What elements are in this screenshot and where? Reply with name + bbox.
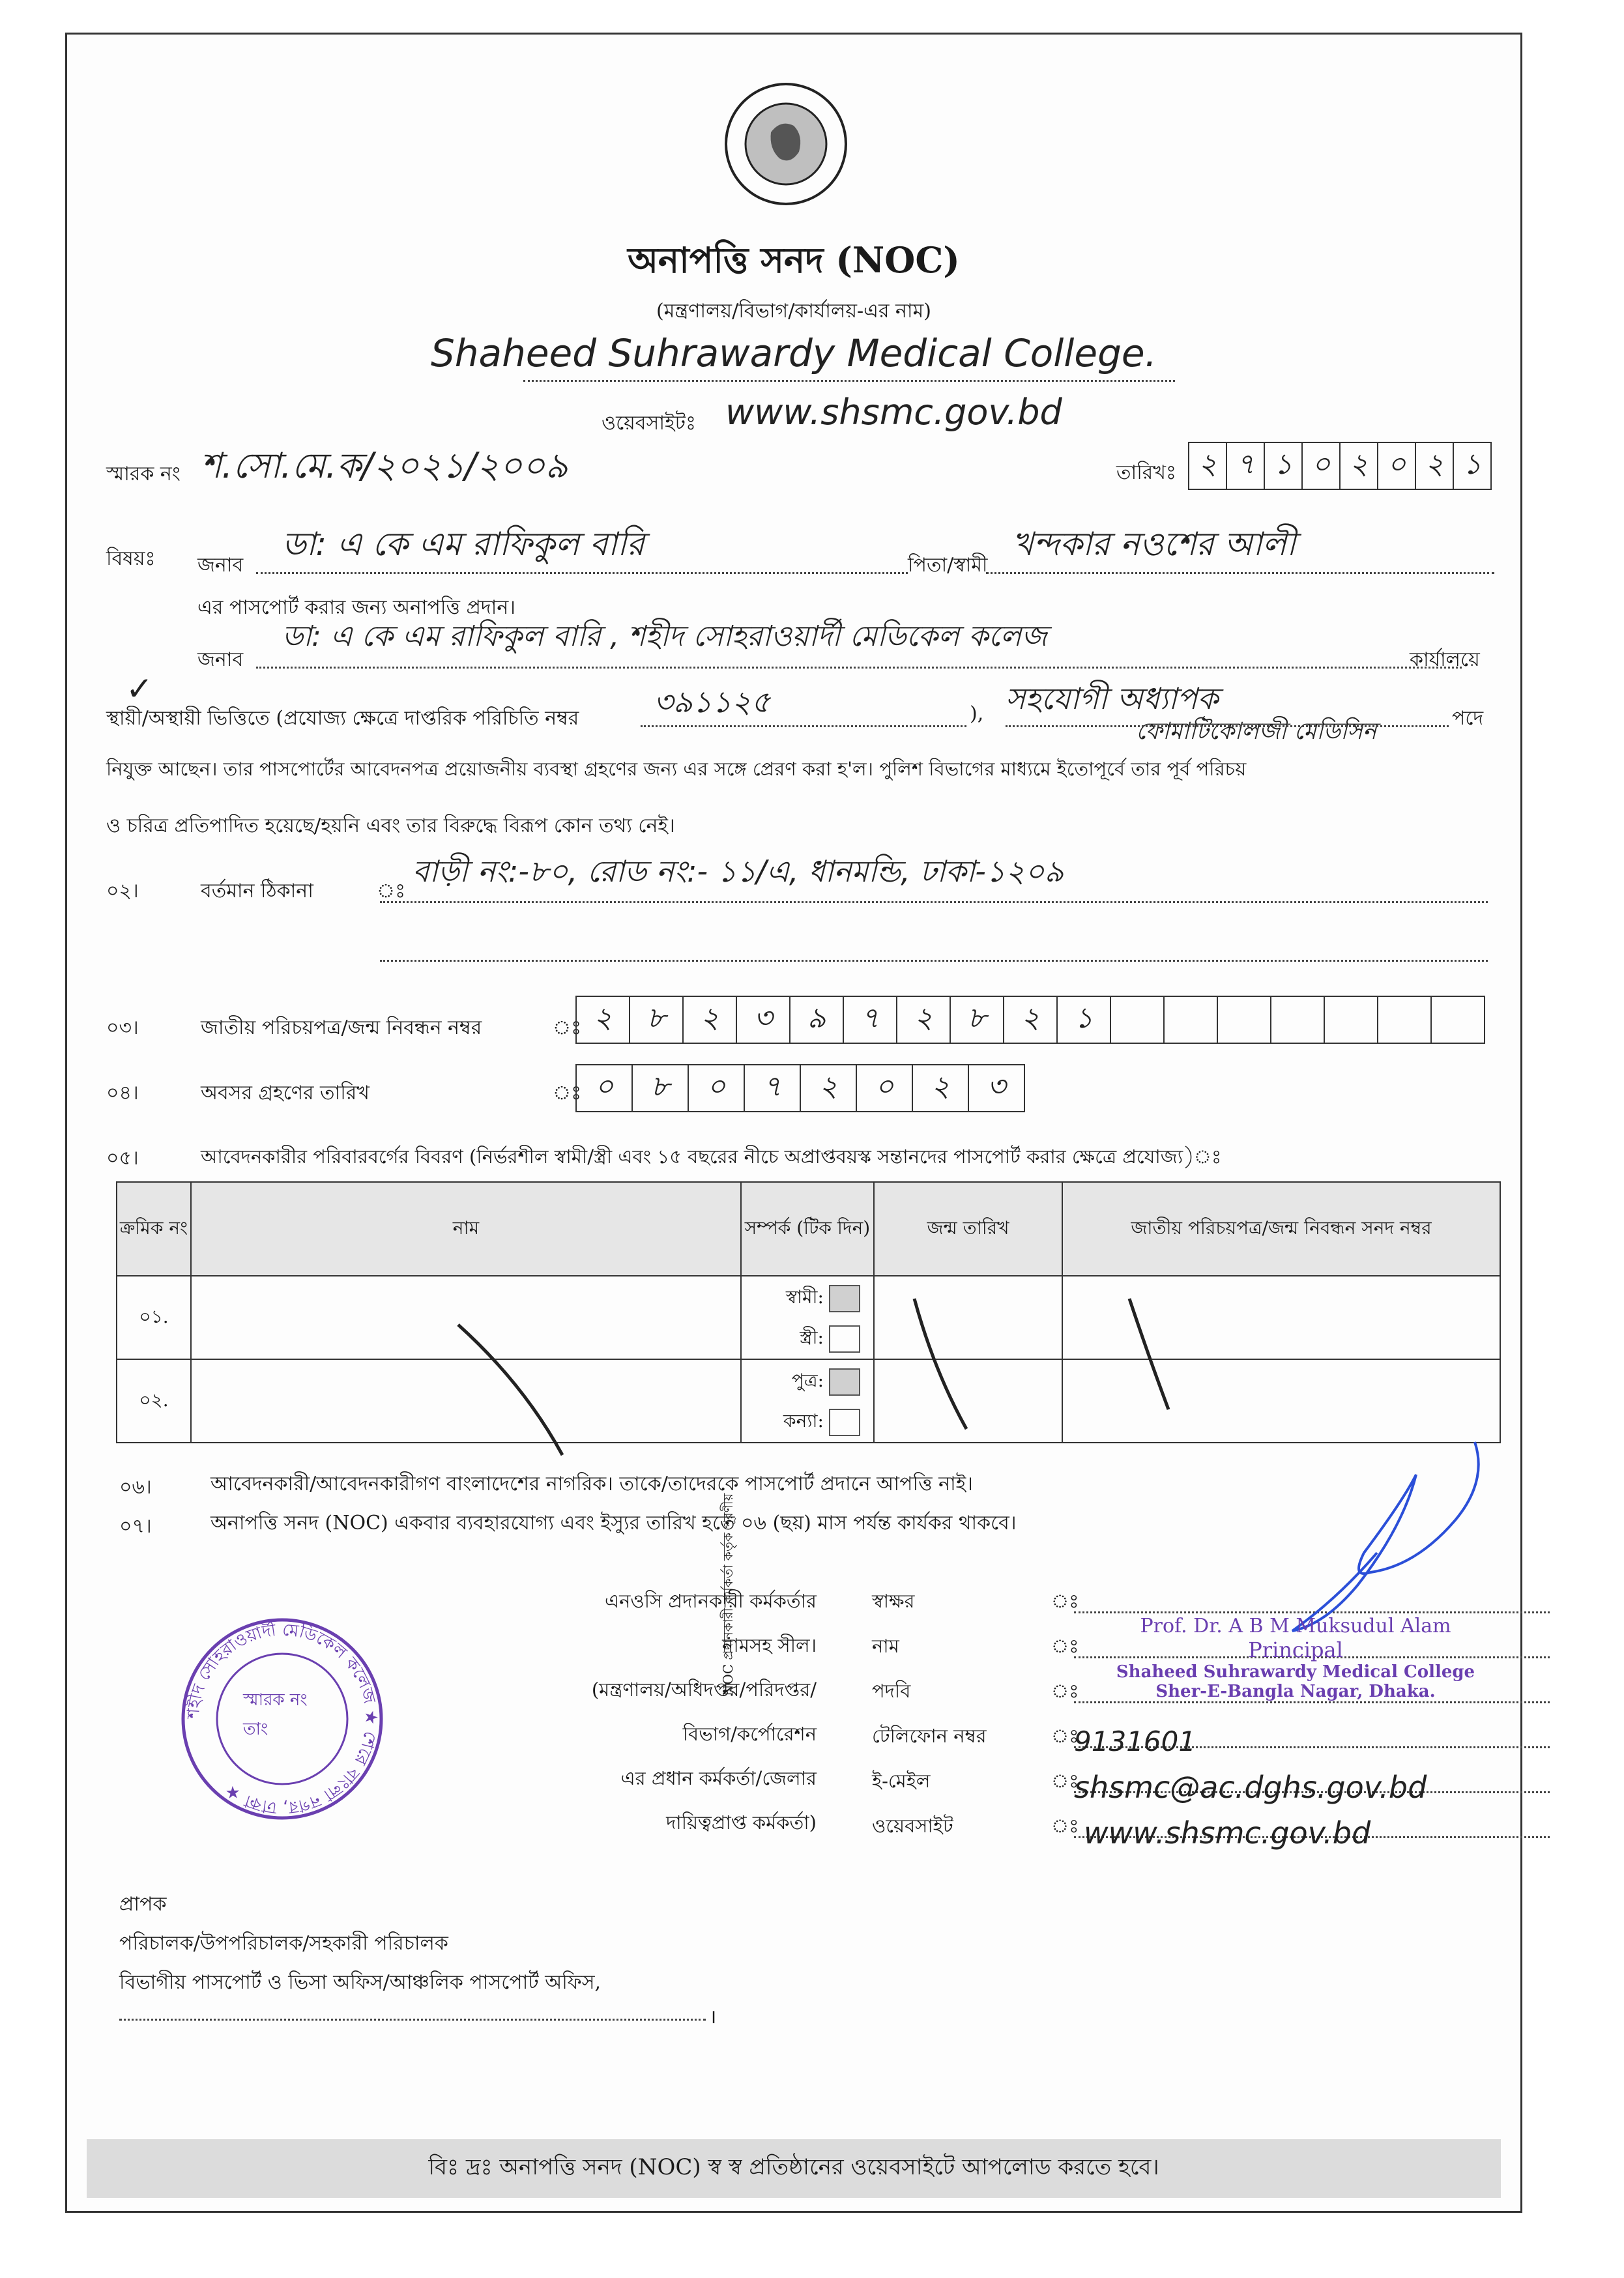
family-label: আবেদনকারীর পরিবারবর্গের বিবরণ (নির্ভরশীল স্বামী/স্ত্রী এবং ১৫ বছরের নীচে অপ্রাপ্তবয়স্ক সন্তানদের পাসপোর্ট করার ক্ষেত্রে প্রযোজ্য)ঃ	[201, 1146, 1222, 1168]
subject-line2: এর পাসপোর্ট করার জন্য অনাপত্তি প্রদান।	[197, 596, 515, 619]
digit-box: ২	[897, 997, 951, 1043]
seal-date-text: তাং	[243, 1720, 268, 1739]
officer-line: (মন্ত্রণালয়/অধিদপ্তর/পরিদপ্তর/	[591, 1679, 817, 1701]
digit-box: ২	[801, 1065, 857, 1111]
officer-line: এনওসি প্রদানকারী কর্মকর্তার	[605, 1590, 817, 1612]
digit-box: ৭	[745, 1065, 801, 1111]
website-label: ওয়েবসাইটঃ	[602, 412, 696, 435]
item-07-no: ০৭।	[119, 1515, 152, 1538]
website-field-label: ওয়েবসাইট	[872, 1815, 953, 1837]
permanent-label: স্থায়ী/অস্থায়ী ভিত্তিতে (প্রযোজ্য ক্ষেত্রে দাপ্তরিক পরিচিতি নম্বর	[106, 707, 579, 730]
retire-colon: ঃ	[553, 1082, 582, 1104]
email-label: ই-মেইল	[872, 1770, 931, 1792]
digit-box: ২	[1004, 997, 1058, 1043]
vertical-caption: NOC প্রদানকারী কর্মকর্তা কর্তৃক পূরণীয়	[720, 1493, 736, 1696]
date-label: তারিখঃ	[1116, 461, 1176, 484]
memo-value: শ.সো.মে.ক/২০২১/২০০৯	[201, 445, 568, 486]
row-serial: ০১.	[117, 1276, 191, 1359]
officer-line: বিভাগ/কর্পোরেশন	[682, 1723, 817, 1745]
item-03-no: ০৩।	[106, 1016, 139, 1039]
handwritten-strokes	[67, 35, 1520, 2211]
tick-mark: ✓	[126, 670, 153, 708]
row-serial: ০২.	[117, 1359, 191, 1443]
address-value: বাড়ী নং:-৮০, রোড নং:- ১১/এ, ধানমন্ডি, ঢাকা-১২০৯	[413, 854, 1064, 889]
note-07: অনাপত্তি সনদ (NOC) একবার ব্যবহারযোগ্য এবং ইস্যুর তারিখ হতে ০৬ (ছয়) মাস পর্যন্ত কার্যকর থাকবে।	[210, 1512, 1017, 1535]
option-husband: স্বামী:	[785, 1286, 824, 1308]
digit-box: ১	[1058, 997, 1111, 1043]
retire-label: অবসর গ্রহণের তারিখ	[201, 1082, 370, 1104]
stamp-org: Shaheed Suhrawardy Medical College	[1116, 1662, 1475, 1682]
subject-janab: জনাব	[197, 554, 244, 577]
digit-box: ৮	[630, 997, 684, 1043]
col-relation: সম্পর্ক (টিক দিন)	[741, 1182, 874, 1276]
digit-box: ৩	[737, 997, 790, 1043]
official-id: ৩৯১১২৫	[654, 684, 771, 719]
digit-box: ৭	[1227, 443, 1265, 489]
col-serial: ক্রমিক নং	[117, 1182, 191, 1276]
parent-value: খন্দকার নওশের আলী	[1012, 525, 1296, 563]
digit-box: ২	[1189, 443, 1227, 489]
officer-stamp	[1074, 1615, 1517, 1701]
para-2: ও চরিত্র প্রতিপাদিত হয়েছে/হয়নি এবং তার বিরুদ্ধে বিরূপ কোন তথ্য নেই।	[106, 815, 675, 837]
designation-dept: ফোমাটিকোলজী মেডিসিন	[1136, 718, 1377, 745]
noc-form	[65, 33, 1522, 2213]
subject-label: বিষয়ঃ	[106, 547, 156, 570]
name-label: নাম	[872, 1635, 899, 1657]
note-06: আবেদনকারী/আবেদনকারীগণ বাংলাদেশের নাগরিক। তাকে/তাদেরকে পাসপোর্ট প্রদানে আপত্তি নাই।	[210, 1473, 974, 1495]
email-value: shsmc@ac.dghs.gov.bd	[1074, 1770, 1427, 1805]
body-name: ডা: এ কে এম রাফিকুল বারি , শহীদ সোহরাওয়ার্দী মেডিকেল কলেজ	[282, 620, 1047, 653]
recipient-label: প্রাপক	[119, 1893, 167, 1916]
digit-box: ০	[857, 1065, 913, 1111]
digit-box: ২	[913, 1065, 969, 1111]
round-seal-icon	[178, 1615, 386, 1823]
designation: সহযোগী অধ্যাপক	[1006, 681, 1219, 716]
digit-box: ২	[577, 997, 630, 1043]
option-wife: স্ত্রী:	[800, 1327, 824, 1348]
applicant-name: ডা: এ কে এম রাফিকুল বারি	[282, 525, 645, 563]
parent-label: পিতা/স্বামী	[908, 554, 988, 577]
ministry-value: Shaheed Suhrawardy Medical College.	[430, 331, 1157, 375]
memo-label: স্মারক নং	[106, 463, 181, 485]
website-value: www.shsmc.gov.bd	[725, 392, 1062, 433]
digit-box: ০	[1303, 443, 1341, 489]
digit-box: ০	[689, 1065, 745, 1111]
footer-note	[87, 2139, 1501, 2198]
seal-outer-text: শহীদ সোহরাওয়ার্দী মেডিকেল কলেজ ★ শেরে বাংলা নগর, ঢাকা ★	[183, 1620, 381, 1818]
officer-colons: ঃ ঃ ঃ ঃ ঃ ঃ	[1051, 1590, 1079, 1837]
recipient-line2: বিভাগীয় পাসপোর্ট ও ভিসা অফিস/আঞ্চলিক পাসপোর্ট অফিস,	[119, 1971, 602, 1994]
option-daughter: কন্যা:	[783, 1410, 824, 1432]
col-name: নাম	[191, 1182, 741, 1276]
col-dob: জন্ম তারিখ	[874, 1182, 1062, 1276]
digit-box: ১	[1265, 443, 1303, 489]
round-seal	[178, 1615, 386, 1823]
item-06-no: ০৬।	[119, 1476, 152, 1499]
body-janab: জনাব	[197, 648, 244, 671]
address-label: বর্তমান ঠিকানা	[201, 880, 313, 902]
digit-box: ২	[1416, 443, 1454, 489]
post-label: পদে	[1452, 707, 1484, 730]
footer-text: বিঃ দ্রঃ অনাপত্তি সনদ (NOC) স্ব স্ব প্রতিষ্ঠানের ওয়েবসাইটে আপলোড করতে হবে।	[428, 2154, 1159, 2180]
nid-label: জাতীয় পরিচয়পত্র/জন্ম নিবন্ধন নম্বর	[201, 1016, 482, 1039]
digit-box: ০	[1378, 443, 1416, 489]
recipient-line3-end: ।	[709, 2006, 717, 2028]
digit-box: ২	[684, 997, 737, 1043]
item-04-no: ০৪।	[106, 1082, 139, 1104]
telephone-value: 9131601	[1074, 1725, 1196, 1757]
designation-label: পদবি	[872, 1680, 911, 1702]
website-field-value: www.shsmc.gov.bd	[1084, 1815, 1371, 1851]
digit-box: ১	[1462, 447, 1482, 481]
ministry-caption: (মন্ত্রণালয়/বিভাগ/কার্যালয়-এর নাম)	[656, 300, 931, 323]
option-son: পুত্র:	[791, 1370, 824, 1391]
digit-box: ০	[577, 1065, 633, 1111]
telephone-label: টেলিফোন নম্বর	[872, 1725, 987, 1747]
officer-line: এর প্রধান কর্মকর্তা/জেলার	[620, 1767, 817, 1789]
page-title: অনাপত্তি সনদ (NOC)	[628, 239, 960, 281]
digit-box: ৩	[987, 1069, 1006, 1103]
stamp-title: Principal	[1248, 1637, 1343, 1662]
nid-colon: ঃ	[553, 1016, 582, 1039]
digit-box: ৯	[790, 997, 844, 1043]
officer-fields	[872, 1579, 987, 1849]
digit-box: ৮	[633, 1065, 689, 1111]
recipient-line1: পরিচালক/উপপরিচালক/সহকারী পরিচালক	[119, 1932, 448, 1955]
col-nid: জাতীয় পরিচয়পত্র/জন্ম নিবন্ধন সনদ নম্বর	[1062, 1182, 1500, 1276]
digit-box: ২	[1341, 443, 1378, 489]
stamp-name: Prof. Dr. A B M Muksudul Alam	[1140, 1615, 1451, 1637]
paren-close: ),	[970, 702, 984, 725]
office-label: কার্যালয়ে	[1410, 648, 1480, 671]
officer-left-block	[458, 1579, 817, 1845]
item-05-no: ০৫।	[106, 1147, 139, 1170]
officer-line: দায়িত্বপ্রাপ্ত কর্মকর্তা)	[666, 1811, 817, 1834]
officer-line: নামসহ সীল।	[722, 1634, 817, 1656]
address-colon: ঃ	[377, 880, 406, 902]
digit-box: ৭	[844, 997, 897, 1043]
signature-label: স্বাক্ষর	[872, 1590, 915, 1612]
item-02-no: ০২।	[106, 880, 139, 902]
digit-box: ৮	[951, 997, 1004, 1043]
seal-inner-text: স্মারক নং	[243, 1690, 308, 1710]
stamp-address: Sher-E-Bangla Nagar, Dhaka.	[1155, 1682, 1436, 1701]
para-1: নিযুক্ত আছেন। তার পাসপোর্টের আবেদনপত্র প্রয়োজনীয় ব্যবস্থা গ্রহণের জন্য এর সঙ্গে প্রেরণ করা হ'ল। পুলিশ বিভাগের মাধ্যমে ইতোপূর্বে তার পূর্ব পরিচয়	[106, 758, 1247, 780]
